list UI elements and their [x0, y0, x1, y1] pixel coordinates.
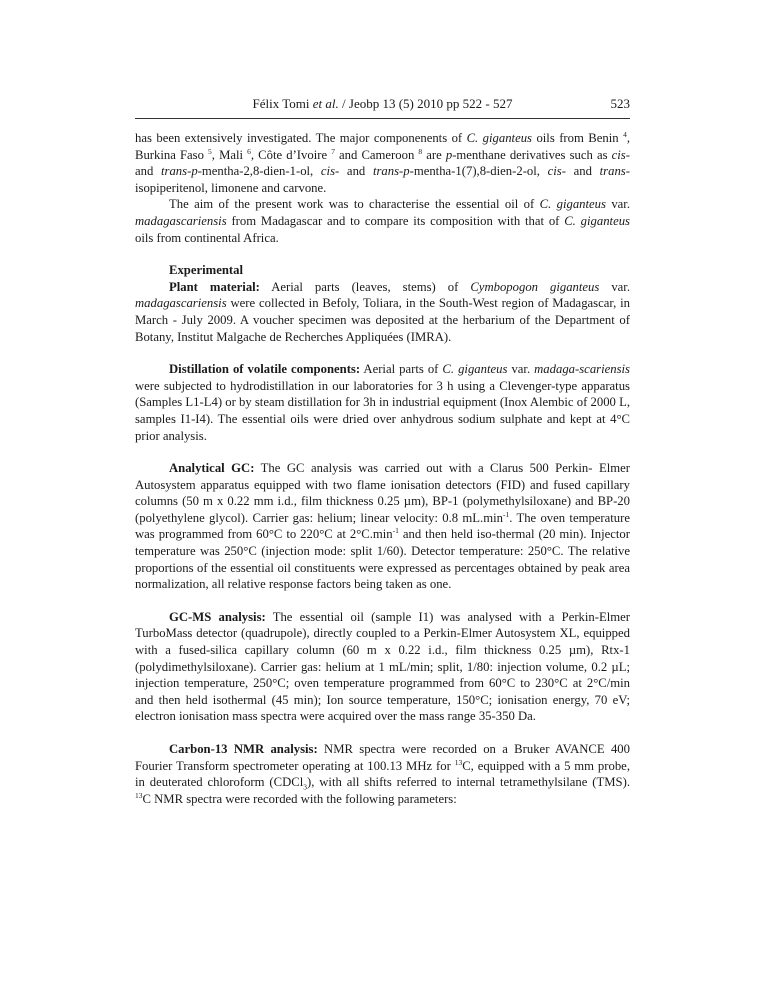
paragraph-gc-ms: GC-MS analysis: The essential oil (sample I1) was analysed with a Perkin-Elmer TurboMass detector (quadrupole), directly coupled to a Perkin-Elmer Autosystem XL, equipped with a fused-silica capillary column (60 m x 0.22 i.d., film thickness 0.25 µm), Rtx-1 (polydimethylsiloxane). Carrier gas: helium at 1 mL/min; split, 1/80: injection volume, 0.2 µL; injection temperature, 250°C; oven temperature programmed from 60°C to 230°C at 2°C/min and then held isothermal (45 min); Ion source temperature, 150°C; ionisation energy, 70 eV; electron ionisation mass spectra were acquired over the mass range 35-350 Da. [135, 609, 630, 724]
page-number: 523 [610, 96, 630, 111]
running-citation: Félix Tomi et al. / Jeobp 13 (5) 2010 pp 522 - 527 [252, 96, 513, 111]
label-gc-ms: GC-MS analysis: [169, 609, 266, 624]
running-header [135, 92, 630, 119]
paragraph-plant-material: Plant material: Aerial parts (leaves, stems) of Cymbopogon giganteus var. madagascariensis were collected in Befoly, Toliara, in the South-West region of Madagascar, in March - July 2009. A voucher specimen was deposited at the herbarium of the Department of Botany, Institut Malgache de Recherches Appliquées (IMRA). [135, 279, 631, 344]
paragraph-carbon-13-nmr: Carbon-13 NMR analysis: NMR spectra were recorded on a Bruker AVANCE 400 Fourier Transform spectrometer operating at 100.13 MHz for $^{13}$C, equipped with a 5 mm probe, in deuterated chloroform (CDCl$_3$), with all shifts referred to internal tetramethylsilane (TMS). $^{13}$C NMR spectra were recorded with the following parameters: [135, 742, 630, 806]
label-distillation: Distillation of volatile components: [169, 362, 361, 377]
paragraph-aim: The aim of the present work was to characterise the essential oil of C. giganteus var. madagascariensis from Madagascar and to compare its composition with that of C. giganteus oils from continental Africa. [135, 197, 630, 245]
label-carbon-13-nmr: Carbon-13 NMR analysis: [169, 742, 318, 756]
label-plant-material: Plant material: [169, 279, 260, 294]
article-body [135, 130, 630, 807]
paragraph-analytical-gc: Analytical GC: The GC analysis was carried out with a Clarus 500 Perkin- Elmer Autosystem apparatus equipped with two flame ionisation detectors (FID) and fused capillary columns (50 m x 0.22 mm i.d., film thickness 0.25 µm), BP-1 (polymethylsiloxane) and BP-20 (polyethylene glycol). Carrier gas: helium; linear velocity: 0.8 $mL.\min^{-1}$. The oven temperature was programmed from 60°C to 220°C at $2^\circ C.\min^{-1}$ and then held iso-thermal (20 min). Injector temperature was 250°C (injection mode: split 1/60). Detector temperature: 250°C. The relative proportions of the essential oil constituents were expressed as percentages obtained by peak area normalization, all relative response factors being taken as one. [135, 461, 630, 592]
label-analytical-gc: Analytical GC: [169, 461, 255, 476]
section-heading-experimental: Experimental [169, 263, 244, 278]
paragraph-distillation: Distillation of volatile components: Aerial parts of C. giganteus var. madaga-scariensis were subjected to hydrodistillation in our laboratories for 3 h using a Clevenger-type apparatus (Samples L1-L4) or by steam distillation for 3h in industrial equipment (Inox Alembic of 2000 L, samples I1-I4). The essential oils were dried over anhydrous sodium sulphate and kept at 4°C prior analysis. [135, 362, 630, 443]
paragraph-intro-continued: has been extensively investigated. The major componenents of C. giganteus oils from Benin $^4$, Burkina Faso $^5$, Mali $^6$, Côte d’Ivoire $^7$ and Cameroon $^8$ are p-menthane derivatives such as cis- and trans-p-mentha-2,8-dien-1-ol, cis- and trans-p-mentha-1(7),8-dien-2-ol, cis- and trans-isopiperitenol, limonene and carvone. [135, 129, 630, 195]
